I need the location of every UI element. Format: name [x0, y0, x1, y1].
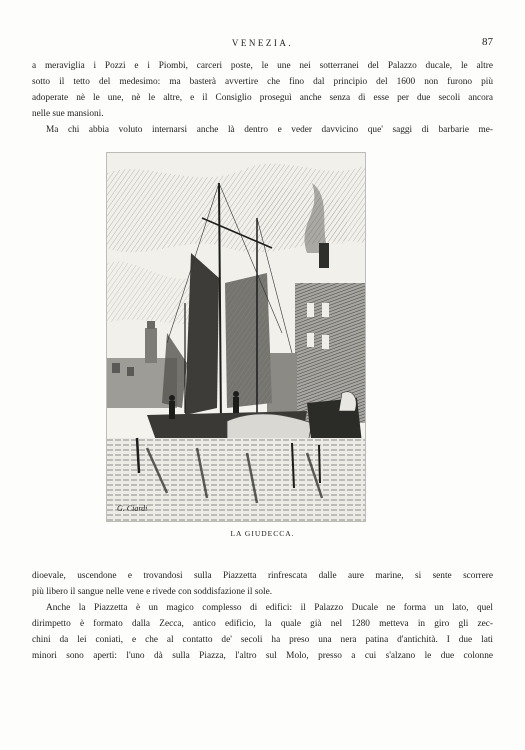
text-line: più libero il sangue nelle vene e rivede con soddisfazione il sole.	[32, 587, 273, 597]
text-line: dioevale, uscendone e trovandosi sulla Piazzetta rinfrescata dalle aure marine, si sente scorrere	[32, 571, 493, 581]
text-line: minori sono aperti: l'uno dà sulla Piazza, l'altro sul Molo, presso a cui s'alzano le due colonne	[32, 651, 493, 661]
text-line: a meraviglia i Pozzi e i Piombi, carceri poste, le une nei sotterranei del Palazzo ducale, le altre	[32, 61, 493, 71]
illustration-giudecca	[106, 152, 366, 522]
text-line: Ma chi abbia voluto internarsi anche là dentro e veder davvicino que' saggi di barbarie me-	[46, 125, 493, 135]
paragraph-pozzi-piombi	[32, 58, 493, 122]
text-line: dirimpetto è formato dalla Zecca, antico edificio, la quale già nel 1280 metteva in giro gli zec-	[32, 619, 493, 629]
text-line: adoperate nè le une, nè le altre, e il Consiglio proseguì anche senza di esse per due secoli ancora	[32, 93, 493, 103]
illustration-caption: LA GIUDECCA.	[230, 529, 295, 538]
text-line: sotto il tetto del medesimo: ma basterà avvertire che fino dal principio del 1600 non furono più	[32, 77, 493, 87]
page-header	[32, 38, 493, 52]
running-head: VENEZIA.	[231, 38, 294, 48]
text-line: chini da lei coniati, e che al contatto de' secoli ha preso una nera patina d'antichità. I due lati	[32, 635, 493, 645]
artist-signature: G. Ciardi	[117, 504, 148, 513]
text-line: Anche la Piazzetta è un magico complesso di edifici: il Palazzo Ducale ne forma un lato, quel	[46, 603, 493, 613]
page-number: 87	[482, 36, 493, 48]
paragraph-internarsi	[32, 122, 493, 138]
text-line: nelle sue mansioni.	[32, 109, 104, 119]
etching-image	[107, 153, 365, 521]
paragraph-piazzetta	[32, 568, 493, 600]
paragraph-edifici	[32, 600, 493, 664]
